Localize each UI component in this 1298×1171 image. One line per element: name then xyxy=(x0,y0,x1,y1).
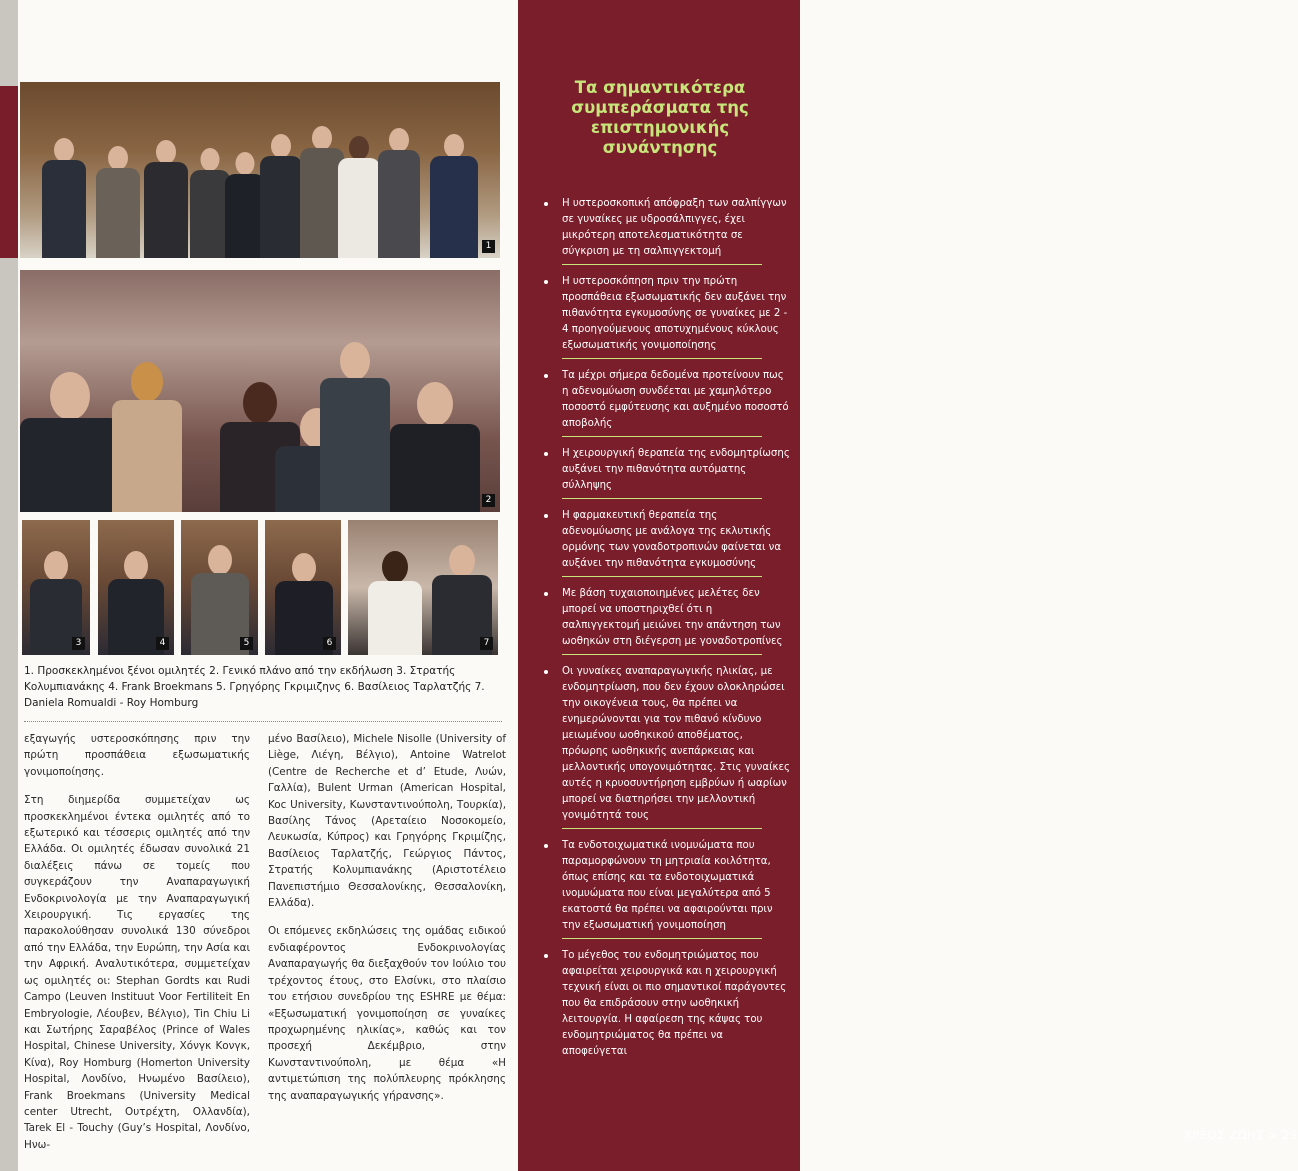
divider xyxy=(562,358,762,359)
photo-number: 1 xyxy=(482,240,495,253)
person xyxy=(390,382,480,512)
paragraph: Οι επόμενες εκδηλώσεις της ομάδας ειδικού ενδιαφέροντος Ενδοκρινολογίας Αναπαραγωγής θα διεξαχθούν τον Ιούλιο του τρέχοντος έτους, στο Ελσίνκι, στο πλαίσιο του ετήσιου συνεδρίου της ESHRE με θέμα: «Εξωσωματική γονιμοποίηση σε γυναίκες προχωρημένης ηλικίας», καθώς και τον προσεχή Δεκέμβριο, στην Κωνσταντινούπολη, με θέμα «Η αντιμετώπιση της πολύπλευρης πρόκλησης της αναπαραγωγικής γήρανσης». xyxy=(268,925,506,1102)
photo-invited-speakers xyxy=(20,82,500,258)
person xyxy=(144,140,188,258)
person xyxy=(190,148,230,258)
person xyxy=(368,551,422,655)
person xyxy=(338,136,380,258)
photo-tarlatzis xyxy=(265,520,341,655)
person xyxy=(112,362,182,512)
divider xyxy=(562,938,762,939)
photo-number: 5 xyxy=(240,637,253,650)
divider xyxy=(562,436,762,437)
photo-number: 3 xyxy=(72,637,85,650)
person xyxy=(96,146,140,258)
conclusion-item: Με βάση τυχαιοποιημένες μελέτες δεν μπορεί να υποστηριχθεί ότι η σαλπιγγεκτομή μειώνει την απάντηση των ωοθηκών στη διέγερση με γοναδοτροπίνες xyxy=(540,586,790,650)
conclusion-item: Τα ενδοτοιχωματικά ινομυώματα που παραμορφώνουν τη μητριαία κοιλότητα, όπως επίσης και τα ενδοτοιχωματικά ινομυώματα που είναι μεγαλύτερα από 5 εκατοστά θα πρέπει να αφαιρούνται πριν την εξωσωματική γονιμοποίηση xyxy=(540,838,790,934)
photo-broekmans xyxy=(98,520,174,655)
photo-caption: 1. Προσκεκλημένοι ξένοι ομιλητές 2. Γενικό πλάνο από την εκδήλωση 3. Στρατής Κολυμπιανάκης 4. Frank Broekmans 5. Γρηγόρης Γκριμιζηνς 6. Βασίλειος Ταρλατζής 7. Daniela Romualdi - Roy Homburg xyxy=(24,665,485,709)
article-column-right xyxy=(268,731,506,1116)
conclusion-item: Η υστεροσκόπηση πριν την πρώτη προσπάθεια εξωσωματικής δεν αυξάνει την πιθανότητα εγκυμοσύνης σε γυναίκες με 2 - 4 προηγούμενους αποτυχημένους κύκλους εξωσωματικής γονιμοποίησης xyxy=(540,274,790,354)
photo-audience xyxy=(20,270,500,512)
sidebar-title: Τα σημαντικότερα συμπεράσματα της επιστημονικής συνάντησης xyxy=(571,78,749,157)
article-column-left xyxy=(24,731,250,1165)
conclusion-item: Οι γυναίκες αναπαραγωγικής ηλικίας, με ενδομητρίωση, που δεν έχουν ολοκληρώσει την οικογένεια τους, θα πρέπει να ενημερώνονται για τον πιθανό κίνδυνο μειωμένου ωοθηκικού αποθέματος, πρόωρης ωοθηκικής ανεπάρκειας και μελλοντικής υπογονιμότητας. Στις γυναίκες αυτές η κρυοσυντήρηση εμβρύων ή ωαρίων μπορεί να διατηρήσει την μελλοντική γονιμότητά τους xyxy=(540,664,790,824)
divider xyxy=(562,264,762,265)
conclusions-sidebar xyxy=(518,0,1298,1171)
person xyxy=(42,138,86,258)
person xyxy=(260,134,302,258)
paragraph: Στη διημερίδα συμμετείχαν ως προσκεκλημένοι έντεκα ομιλητές από το εξωτερικό και τέσσερις ομιλητές από την Ελλάδα. Οι ομιλητές έδωσαν συνολικά 21 διαλέξεις πάνω σε τομείς που συγκεράζουν την Αναπαραγωγική Ενδοκρινολογία με την Αναπαραγωγική Χειρουργική. Τις εργασίες της παρακολούθησαν συνολικά 130 σύνεδροι από την Ελλάδα, την Ευρώπη, την Ασία και την Αφρική. Αναλυτικότερα, συμμετείχαν ως ομιλητές οι: Stephan Gordts και Rudi Campo (Leuven Instituut Voor Fertiliteit En Embryologie, Λέουβεν, Βέλγιο), Tin Chiu Li και Σωτήρης Σαραβέλος (Prince of Wales Hospital, Chinese University, Χόνγκ Κονγκ, Κίνα), Roy Homburg (Homerton University Hospital, Λονδίνο, Ηνωμένο Βασίλειο), Frank Broekmans (University Medical center Utrecht, Ουτρέχτη, Ολλανδία), Tarek El - Touchy (Guy’s Hospital, Λονδίνο, Ηνω- xyxy=(24,794,250,1151)
caption-divider xyxy=(24,721,502,722)
edge-accent xyxy=(0,86,18,258)
conclusion-item: Το μέγεθος του ενδομητριώματος που αφαιρείται χειρουργικά και η χειρουργική τεχνική είναι οι πιο σημαντικοί παράγοντες που θα επιδράσουν στην ωοθηκική λειτουργία. Η αφαίρεση της κάψας του ενδομητριώματος θα πρέπει να αποφεύγεται xyxy=(540,948,790,1060)
person xyxy=(320,342,390,512)
page-footer: ΧΡΕΟΣ ΖΩΗΣ > 29 xyxy=(1184,1128,1298,1142)
conclusions-list xyxy=(540,196,790,1060)
photo-number: 7 xyxy=(480,637,493,650)
conclusion-item: Τα μέχρι σήμερα δεδομένα προτείνουν πως η αδενομύωση συνδέεται με χαμηλότερο ποσοστό εμφύτευσης και αυξημένο ποσοστό αποβολής xyxy=(540,368,790,432)
person xyxy=(225,152,265,258)
conclusion-item: Η φαρμακευτική θεραπεία της αδενομύωσης με ανάλογα της εκλυτικής ορμόνης των γοναδοτροπινών φαίνεται να αυξάνει την πιθανότητα εγκυμοσύνης xyxy=(540,508,790,572)
photo-number: 4 xyxy=(156,637,169,650)
photo-kolympianakis xyxy=(22,520,90,655)
photo-number: 6 xyxy=(323,637,336,650)
photo-romualdi-homburg xyxy=(348,520,498,655)
divider xyxy=(562,498,762,499)
paragraph: μένο Βασίλειο), Michele Nisolle (University of Liège, Λιέγη, Βέλγιο), Antoine Watrelot (Centre de Recherche et d’ Etude, Λυών, Γαλλία), Bulent Urman (American Hospital, Koc University, Κωνσταντινούπολη, Τουρκία), Βασίλης Τάνος (Αρεταίειο Νοσοκομείο, Λευκωσία, Κύπρος) και Γρηγόρης Γκριμίζης, Βασίλειος Ταρλατζής, Γεώργιος Πάντος, Στρατής Κολυμπιανάκης (Αριστοτέλειο Πανεπιστήμιο Θεσσαλονίκης, Θεσσαλονίκη, Ελλάδα). xyxy=(268,733,506,910)
page-edge-strip xyxy=(0,0,18,1171)
divider xyxy=(562,828,762,829)
conclusion-item: Η χειρουργική θεραπεία της ενδομητρίωσης αυξάνει την πιθανότητα αυτόματης σύλληψης xyxy=(540,446,790,494)
divider xyxy=(562,654,762,655)
conclusion-item: Η υστεροσκοπική απόφραξη των σαλπίγγων σε γυναίκες με υδροσάλπιγγες, έχει μικρότερη αποτελεσματικότητα σε σύγκριση με τη σαλπιγγεκτομή xyxy=(540,196,790,260)
divider xyxy=(562,576,762,577)
photo-grimbizis xyxy=(181,520,258,655)
person xyxy=(378,128,420,258)
person xyxy=(430,134,478,258)
person xyxy=(20,372,120,512)
paragraph: εξαγωγής υστεροσκόπησης πριν την πρώτη προσπάθεια εξωσωματικής γονιμοποίησης. xyxy=(24,733,250,778)
photo-number: 2 xyxy=(482,494,495,507)
